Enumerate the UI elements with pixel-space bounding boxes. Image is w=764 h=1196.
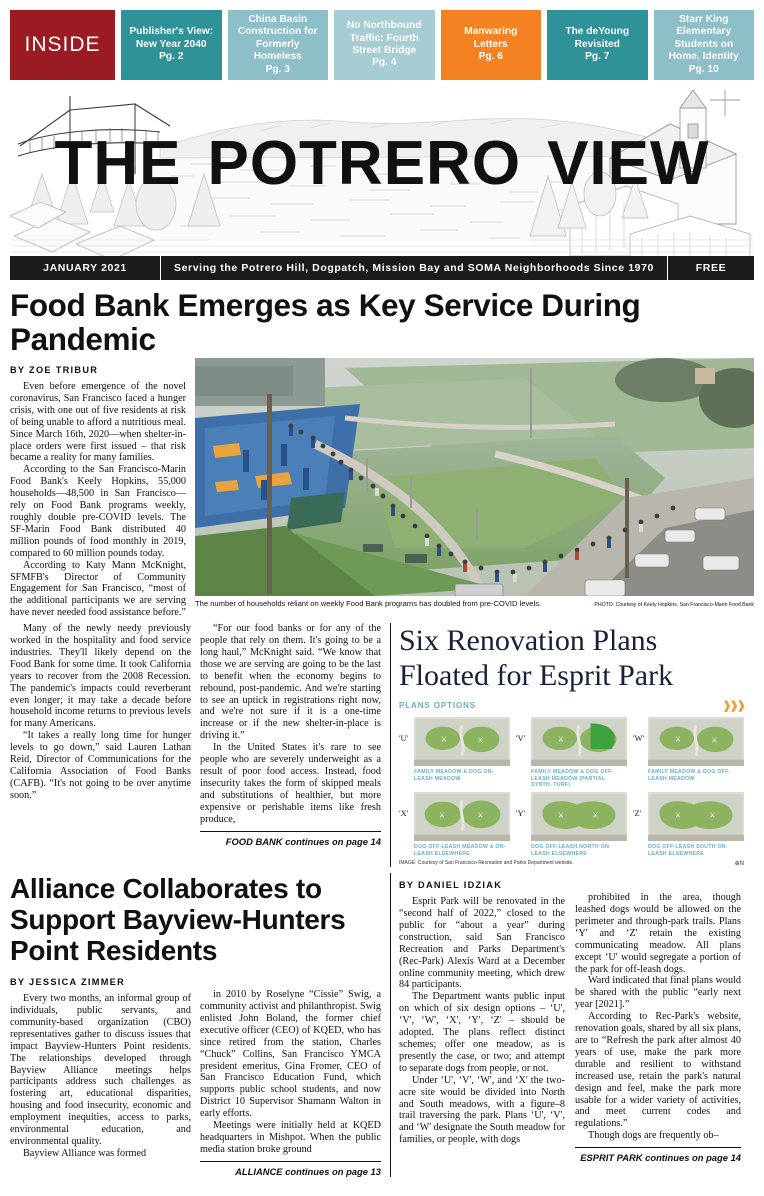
- plan-map-thumbnail: [531, 717, 627, 766]
- esprit-park-pane: [390, 623, 744, 867]
- masthead-title: [10, 128, 754, 199]
- food-bank-continues[interactable]: FOOD BANK continues on page 14: [200, 831, 381, 847]
- photo-caption-line: [195, 596, 754, 608]
- plan-letter: 'W': [633, 733, 645, 744]
- paragraph: Ward indicated that final plans would be shared with the public “early next year [2021].”: [575, 975, 741, 1011]
- plan-letter: 'V': [516, 733, 526, 744]
- north-arrow-icon: ⊕N: [734, 861, 744, 868]
- teaser-text-4: The deYoung Revisited Pg. 7: [565, 26, 630, 63]
- masthead-word-the: THE: [54, 129, 182, 198]
- plans-image-credit-row: [399, 860, 744, 867]
- alliance-headline-line1: Alliance Collaborates to: [10, 873, 322, 905]
- masthead-dateline: [10, 256, 754, 280]
- svg-text:⚔: ⚔: [557, 735, 564, 744]
- food-bank-column-1: [10, 358, 186, 619]
- plans-options-header: [399, 699, 744, 712]
- plan-letter: 'Z': [633, 807, 642, 818]
- svg-text:⚔: ⚔: [709, 811, 716, 820]
- plan-caption: FAMILY MEADOW & DOG ON-LEASH MEADOW: [414, 769, 494, 782]
- chevron-right-icon: ❱❱❱: [722, 700, 744, 713]
- plan-letter: 'U': [399, 733, 409, 744]
- teaser-item-4[interactable]: [547, 10, 648, 80]
- paragraph: Bayview Alliance was formed: [23, 1147, 147, 1159]
- alliance-continues[interactable]: ALLIANCE continues on page 13: [200, 1161, 381, 1177]
- paragraph: Esprit Park will be renovated in the “second half of 2022,” closed to the public for “about a year” during construction, said San Francisco Recreation and Parks Department's (Rec-Park) Alexis Ward at a December online community meeting, which drew 84 participants.: [399, 896, 565, 991]
- byline-alliance: BY JESSICA ZIMMER: [10, 977, 126, 988]
- free-label: FREE: [695, 262, 727, 274]
- paragraph: The Department wants public input on which of six design options – ‘U', ‘V', ‘W', ‘X', ‘Y', ‘Z' – should be adopted. The plans reflect distinct schemes; offer one meadow, as is presently the case, or two; and attempt to separate dogs from people, or not.: [399, 991, 565, 1074]
- svg-text:⚔: ⚔: [438, 811, 445, 820]
- photo-credit: PHOTO: Courtesy of Keely Hopkins, San Francisco-Marin Food Bank: [594, 602, 754, 608]
- masthead: [10, 86, 754, 256]
- plan-letter: 'Y': [516, 807, 526, 818]
- paragraph: In the United States it's rare to see people who are severely underweight as a result of poor food access. Instead, food insecurity takes the form of skipped meals and substitutions of healthier, but more expensive or perishable items like fresh produce,: [200, 742, 381, 825]
- teaser-item-1[interactable]: [228, 10, 329, 80]
- svg-text:⚔: ⚔: [711, 736, 718, 745]
- plan-option-v[interactable]: [516, 717, 627, 789]
- plan-map-thumbnail: [531, 792, 627, 841]
- plan-caption: DOG OFF-LEASH NORTH ON-LEASH ELSEWHERE: [531, 843, 611, 857]
- paragraph: Even before emergence of the novel coronavirus, San Francisco faced a hunger crisis, with one out of five residents at risk of being unable to afford a nutritious meal. Since March 16th, 2020—when shelter-in-place orders were first issued – that risk became a reality for many families.: [10, 381, 186, 464]
- teaser-item-3[interactable]: [441, 10, 542, 80]
- teaser-text-5: Starr King Elementary Students on Home, Identity Pg. 10: [668, 13, 739, 75]
- photo-foodbank-line: [195, 358, 754, 596]
- paragraph: prohibited in the area, though leashed dogs would be allowed on the perimeter and through-park trails. Plans ‘Y' and ‘Z' retain the existing communicating meadow. All plans except ‘U' would segregate a portion of the park for off-leash dogs.: [575, 892, 741, 975]
- masthead-word-potrero: POTRERO: [207, 129, 522, 198]
- paragraph: Many of the newly needy previously worked in the hospitality and food service industries. They'll likely depend on the Food Bank for some time. It took California years to recover from the 2008 Recession. The pandemic's impacts could reverberant even longer; it may take a decade before household income returns to previous levels for many Americans.: [10, 623, 191, 730]
- svg-text:⚔: ⚔: [592, 811, 599, 820]
- esprit-headline-line2: Floated for Esprit Park: [399, 659, 674, 693]
- lead-story-top: [10, 358, 754, 619]
- alliance-headline-line3: Point Residents: [10, 935, 218, 967]
- masthead-word-view: VIEW: [547, 129, 710, 198]
- teaser-item-5[interactable]: [654, 10, 755, 80]
- teaser-text-0: Publisher's View: New Year 2040 Pg. 2: [129, 26, 214, 63]
- teaser-text-2: No Northbound Traffic: Fourth Street Bridge Pg. 4: [346, 20, 422, 69]
- esprit-headline-line1: Six Renovation Plans: [399, 624, 658, 658]
- paragraph: Under ‘U', ‘V', ‘W', and ‘X' the two-acre site would be divided into North and South meadows, with a figure–8 trail traversing the park. Plans ‘U', ‘V', and ‘W' designate the South meadow for families, or people, with dogs: [399, 1074, 565, 1146]
- plan-option-x[interactable]: [399, 792, 510, 857]
- lead-photo-block: [195, 358, 754, 619]
- photo-caption: The number of households reliant on weekly Food Bank programs has doubled from pre-COVID levels.: [195, 599, 542, 608]
- plans-options-label: PLANS OPTIONS: [399, 701, 477, 711]
- esprit-body-columns: [390, 873, 744, 1177]
- plan-caption: FAMILY MEADOW & DOG OFF-LEASH MEADOW (PARTIAL SYNTH. TURF): [531, 769, 614, 789]
- plan-map-thumbnail: [648, 792, 744, 841]
- plan-map-thumbnail: [414, 717, 510, 766]
- svg-text:⚔: ⚔: [674, 735, 681, 744]
- page-title: Food Bank Emerges as Key Service During Pandemic: [10, 287, 641, 357]
- plan-map-thumbnail: [648, 717, 744, 766]
- north-letter: N: [739, 861, 744, 868]
- paragraph: “For our food banks or for any of the people that rely on them. It's going to be a long haul,” McKnight said. “We know that those we are serving are going to be the last to benefit when the economy begins to rebound, post-pandemic. And we're starting to see an uptick in registrations right now, and we're not sure if it is a one-time increase or if the new shelter-in-place is driving it.”: [200, 623, 381, 742]
- plan-caption: FAMILY MEADOW & DOG OFF-LEASH MEADOW: [648, 769, 731, 782]
- paragraph: Meetings were initially held at KQED headquarters in Mishpot. When the public media station broke ground: [200, 1120, 381, 1155]
- plan-caption: DOG OFF-LEASH SOUTH ON-LEASH ELSEWHERE: [648, 843, 728, 857]
- serving-tagline: Serving the Potrero Hill, Dogpatch, Mission Bay and SOMA Neighborhoods Since 1970: [161, 256, 668, 280]
- teaser-text-1: China Basin Construction for Formerly Homeless Pg. 3: [237, 13, 318, 75]
- svg-text:⚔: ⚔: [674, 811, 681, 820]
- byline-food-bank: BY ZOE TRIBUR: [10, 365, 99, 375]
- svg-text:⚔: ⚔: [557, 811, 564, 820]
- plan-option-w[interactable]: [633, 717, 744, 789]
- teaser-item-2[interactable]: [334, 10, 435, 80]
- inside-badge: INSIDE: [10, 10, 115, 80]
- esprit-column-2: [575, 873, 741, 1163]
- plan-option-u[interactable]: [399, 717, 510, 789]
- inside-teaser-bar: [0, 0, 764, 86]
- paragraph: Though dogs are frequently ob–: [588, 1130, 719, 1142]
- plan-letter: 'X': [399, 807, 409, 818]
- bottom-section: [10, 873, 754, 1177]
- plan-caption: DOG OFF-LEASH MEADOW & ON-LEASH ELSEWHERE: [414, 843, 506, 857]
- paragraph: According to Katy Mann McKnight, SFMFB's Director of Community Engagement for San Francisco, “most of the additional participants we are serving have never needed food assistance before.”: [10, 559, 186, 619]
- food-bank-column-1-cont: [10, 623, 191, 867]
- alliance-headline-line2: Support Bayview-Hunters: [10, 904, 346, 936]
- paragraph: According to Rec-Park's website, renovation goals, shared by all six plans, are to “Refresh the park after almost 40 years of use, make the park more durable and resilient to withstand increased use, retain the park's natural design and feel, make the park more usable for a wider variety of activities, and meet current codes and regulations.”: [575, 1011, 741, 1130]
- esprit-column-1: [399, 873, 565, 1163]
- svg-text:⚔: ⚔: [440, 735, 447, 744]
- food-bank-column-2: [200, 623, 381, 867]
- issue-date: JANUARY 2021: [10, 256, 161, 280]
- alliance-column-1: [10, 970, 191, 1177]
- teaser-item-0[interactable]: [121, 10, 222, 80]
- alliance-column-2: [200, 970, 381, 1177]
- byline-esprit: BY DANIEL IDZIAK: [399, 880, 503, 891]
- paragraph: According to the San Francisco-Marin Food Bank's Keely Hopkins, 55,000 households—48,500 in San Francisco—rely on Food Bank programs weekly, roughly double pre-COVID levels. The SF-Marin Food Bank distributed 40 million pounds of food monthly in 2019, compared to 60 million pounds today.: [10, 464, 186, 559]
- paragraph: Every two months, an informal group of individuals, public servants, and community-based organization (CBO) representatives gather to discuss issues that impact Bayview-Hunters Point residents. The relationships developed through Bayview Alliance meetings helps participants address such challenges as fostering art, educational disparities, housing and food insecurity, economic and employment inequities, access to parks, environmental education, and environmental quality.: [10, 993, 191, 1147]
- plan-option-y[interactable]: [516, 792, 627, 857]
- alliance-story: [10, 873, 381, 1177]
- svg-text:⚔: ⚔: [477, 736, 484, 745]
- mid-section: [10, 623, 754, 867]
- plan-option-z[interactable]: [633, 792, 744, 857]
- plans-image-credit: IMAGE: Courtesy of San Francisco Recreation and Parks Department website.: [399, 860, 574, 867]
- paragraph: in 2010 by Roselyne “Cissie” Swig, a community activist and philanthropist. Swig enlisted John Boland, the former chief executive officer (CEO) of KQED, who has since retired from the station, Charles “Chuck” Collins, San Francisco YMCA president emeritus, Gina Fromer, CEO of San Francisco Education Fund, which supports public school students, and now District 10 Supervisor Shamann Walton in early efforts.: [200, 989, 381, 1120]
- plans-grid: [399, 717, 744, 857]
- teaser-text-3: Manwaring Letters Pg. 6: [464, 26, 518, 63]
- paragraph: “It takes a really long time for hunger levels to go down,” said Lauren Lathan Reid, Director of Communications for the California Association of Food Banks (CAFB). “It's not going to be over anytime soon.”: [10, 730, 191, 801]
- lead-photo: [195, 358, 754, 596]
- esprit-continues[interactable]: ESPRIT PARK continues on page 14: [575, 1147, 741, 1163]
- svg-text:⚔: ⚔: [477, 811, 484, 820]
- plan-map-thumbnail: [414, 792, 510, 841]
